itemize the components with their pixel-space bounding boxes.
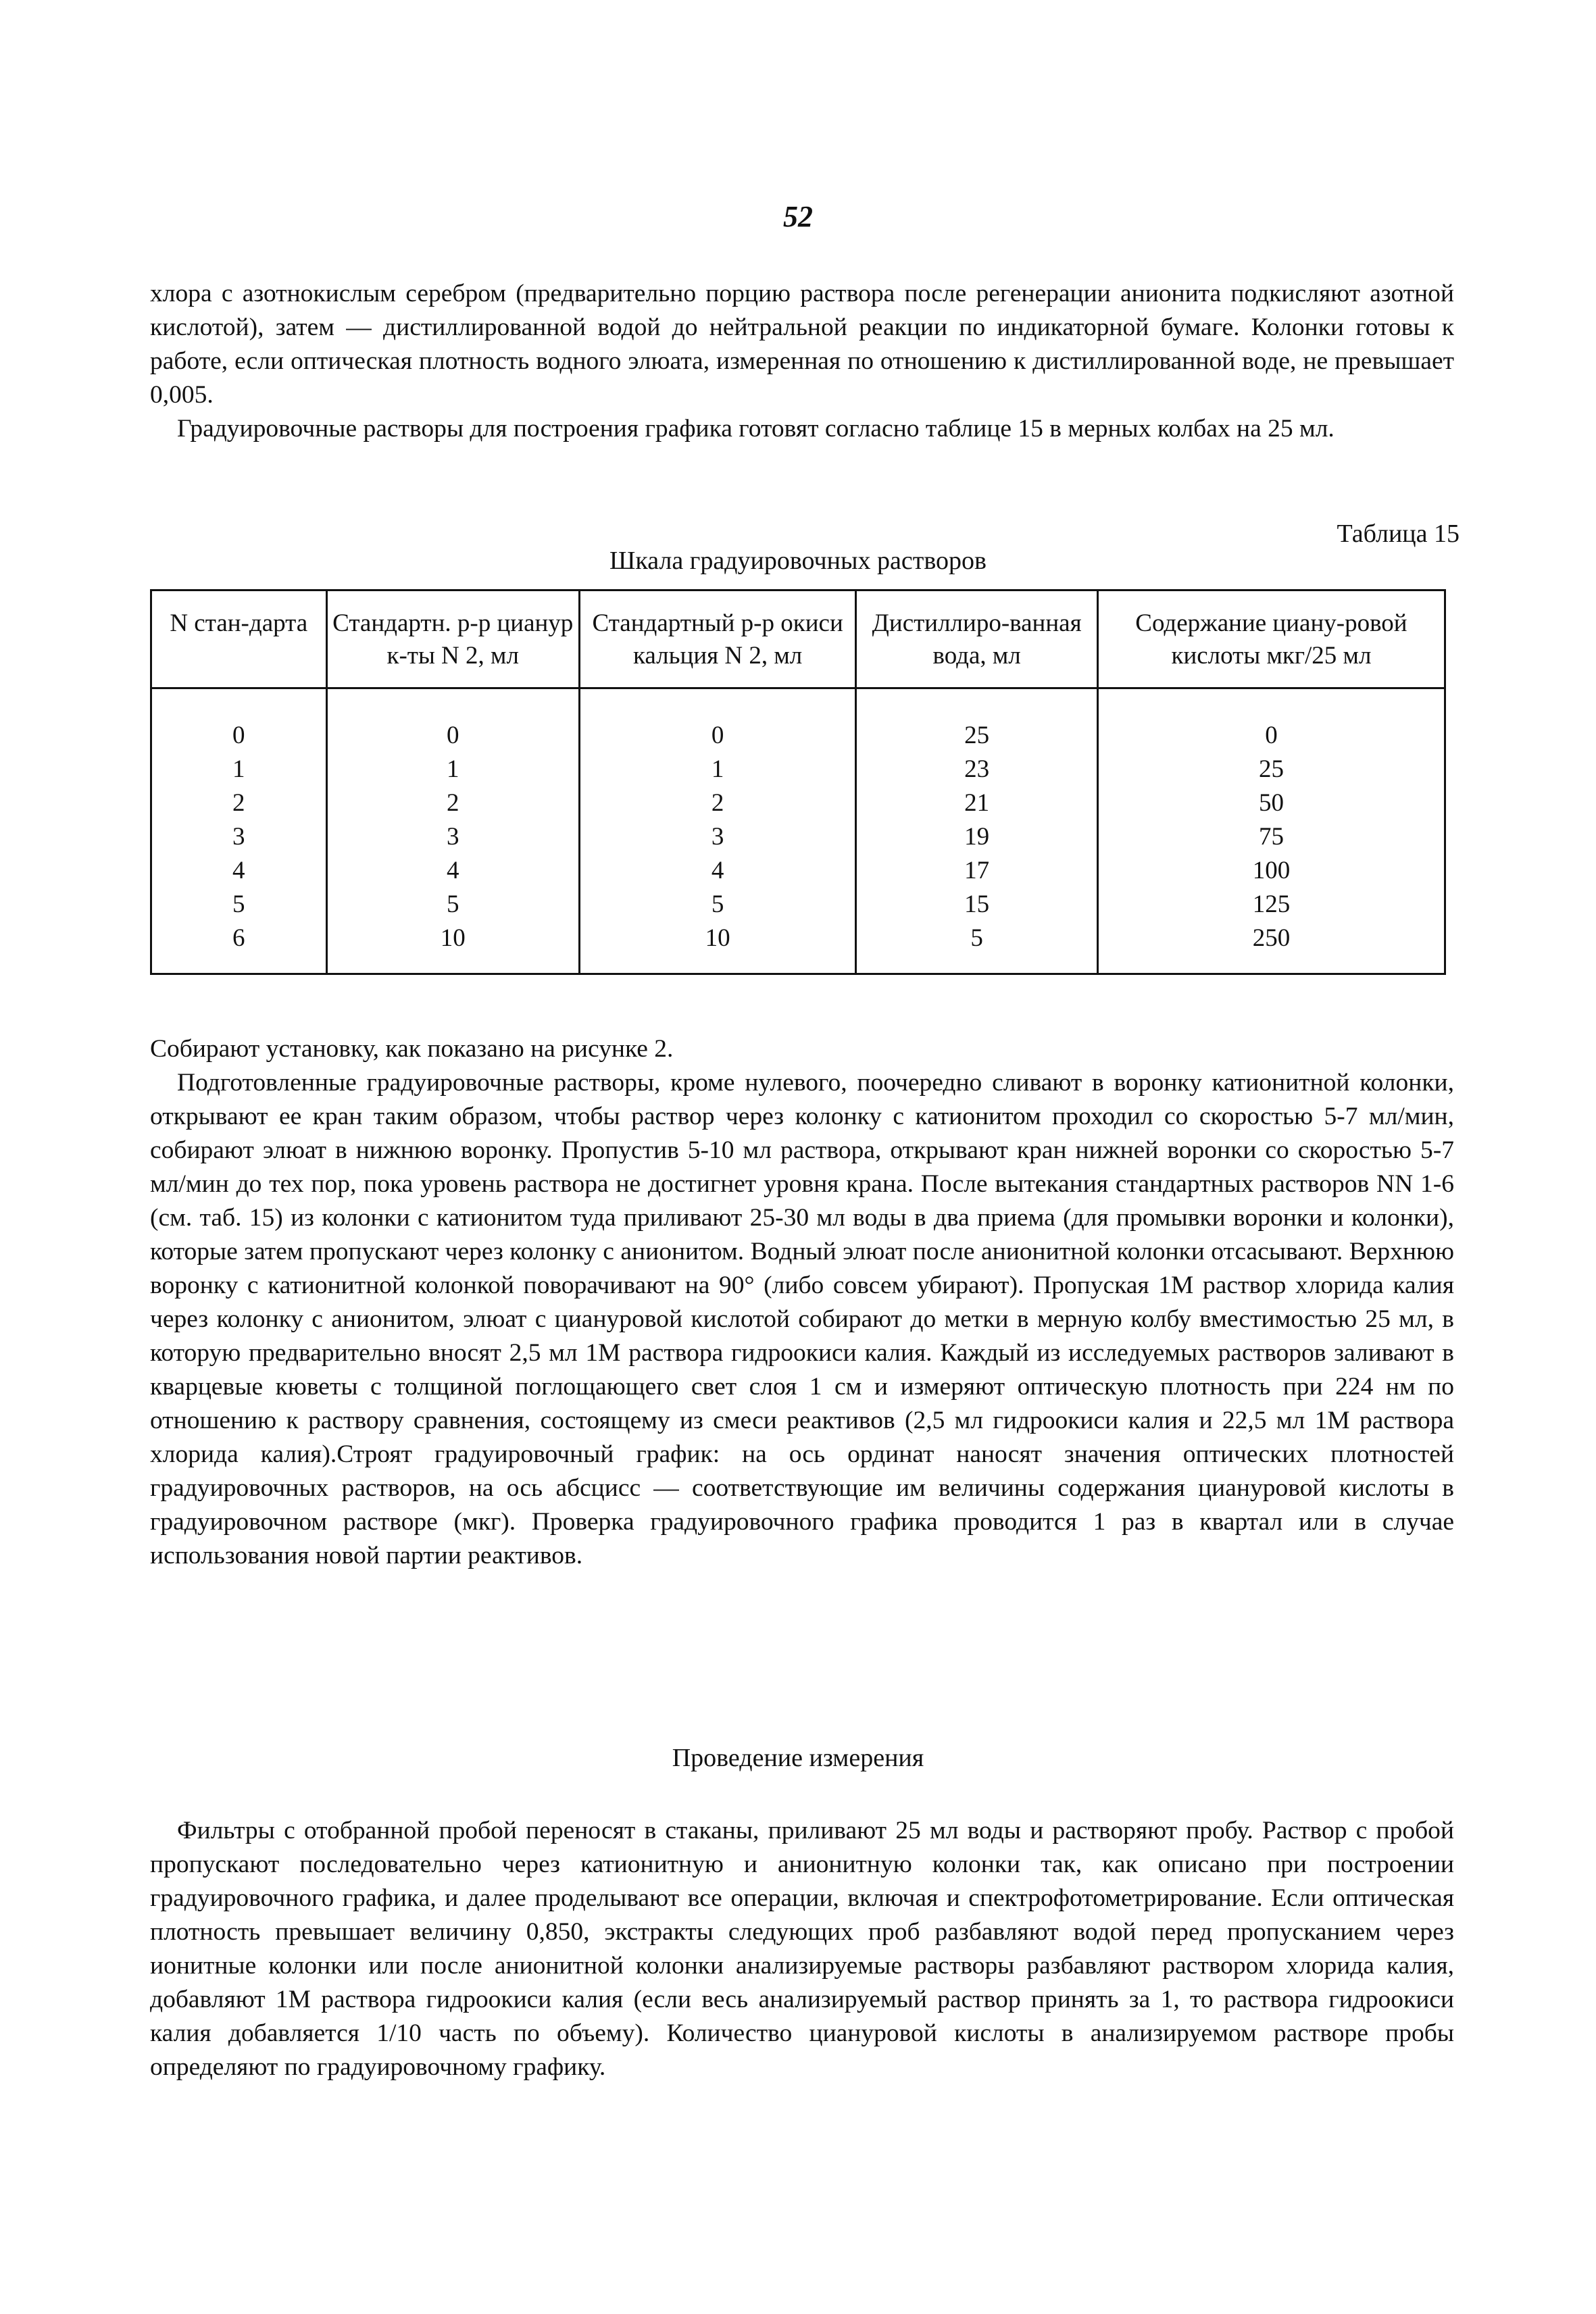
table-cell: 2 [579, 786, 855, 820]
table-cell: 5 [326, 888, 579, 922]
header-standard-number: N стан-дарта [151, 590, 327, 688]
table-cell: 0 [326, 688, 579, 753]
table-cell: 17 [856, 854, 1098, 888]
table-cell: 0 [1097, 688, 1445, 753]
calibration-table [150, 589, 1446, 975]
table-cell: 25 [856, 688, 1098, 753]
intro-paragraph-1: хлора с азотнокислым серебром (предварительно порцию раствора после регенерации анионита подкисляют азотной кислотой), затем — дистиллированной водой до нейтральной реакции по индикаторной бумаге. Колонки готовы к работе, если оптическая плотность водного элюата, измеренная по отношению к дистиллированной воде, не превышает 0,005. [150, 280, 1454, 409]
table-row [151, 922, 1445, 974]
table-row [151, 820, 1445, 854]
measurement-heading: Проведение измерения [672, 1744, 924, 1772]
table-cell: 15 [856, 888, 1098, 922]
table-cell: 4 [326, 854, 579, 888]
header-cyanuric-acid-solution: Стандартн. р-р цианур к-ты N 2, мл [326, 590, 579, 688]
table-row [151, 753, 1445, 786]
table-cell: 4 [151, 854, 327, 888]
table-cell: 3 [151, 820, 327, 854]
measurement-paragraph: Фильтры с отобранной пробой переносят в стаканы, приливают 25 мл воды и растворяют пробу. Раствор с пробой пропускают последовательно через катионитную и анионитную колонки так, как описано при построении градуировочного графика, и далее проделывают все операции, включая и спектрофотометрирование. Если оптическая плотность превышает величину 0,850, экстракты следующих проб разбавляют водой перед пропусканием через ионитные колонки или после анионитной колонки анализируемые растворы разбавляют раствором хлорида калия, добавляют 1М раствора гидроокиси калия (если весь анализируемый раствор принять за 1, то раствора гидроокиси калия добавляется 1/10 часть по объему). Количество циануровой кислоты в анализируемом растворе пробы определяют по градуировочному графику. [150, 1817, 1454, 2081]
table-cell: 5 [856, 922, 1098, 974]
table-cell: 19 [856, 820, 1098, 854]
table-cell: 0 [151, 688, 327, 753]
table-cell: 100 [1097, 854, 1445, 888]
table-cell: 25 [1097, 753, 1445, 786]
procedure-paragraph-2: Подготовленные градуировочные растворы, кроме нулевого, поочередно сливают в воронку катионитной колонки, открывают ее кран таким образом, чтобы раствор через колонку с катионитом проходил со скоростью 5-7 мл/мин, собирают элюат в нижнюю воронку. Пропустив 5-10 мл раствора, открывают кран нижней воронки со скоростью 5-7 мл/мин до тех пор, пока уровень раствора не достигнет уровня крана. После вытекания стандартных растворов NN 1-6 (см. таб. 15) из колонки с катионитом туда приливают 25-30 мл воды в два приема (для промывки воронки и колонки), которые затем пропускают через колонку с анионитом. Водный элюат после анионитной колонки отсасывают. Верхнюю воронку с катионитной колонкой поворачивают на 90° (либо совсем убирают). Пропуская 1М раствор хлорида калия через колонку с анионитом, элюат с циануровой кислотой собирают до метки в мерную колбу вместимостью 25 мл, в которую предварительно вносят 2,5 мл 1М раствора гидроокиси калия. Каждый из исследуемых растворов заливают в кварцевые кюветы с толщиной поглощающего свет слоя 1 см и измеряют оптическую плотность при 224 нм по отношению к раствору сравнения, состоящему из смеси реактивов (2,5 мл гидроокиси калия и 22,5 мл 1М раствора хлорида калия).Строят градуировочный график: на ось ординат наносят значения оптических плотностей градуировочных растворов, на ось абсцисс — соответствующие им величины содержания циануровой кислоты в градуировочном растворе (мкг). Проверка градуировочного графика проводится 1 раз в квартал или в случае использования новой партии реактивов. [150, 1069, 1454, 1569]
intro-paragraph-2: Градуировочные растворы для построения графика готовят согласно таблице 15 в мерных колбах на 25 мл. [177, 415, 1335, 443]
table-row [151, 786, 1445, 820]
procedure-text [150, 1032, 1454, 1573]
table-row [151, 688, 1445, 753]
table-cell: 3 [579, 820, 855, 854]
header-calcium-oxide-solution: Стандартный р-р окиси кальция N 2, мл [579, 590, 855, 688]
table-cell: 5 [579, 888, 855, 922]
table-cell: 50 [1097, 786, 1445, 820]
table-cell: 10 [326, 922, 579, 974]
header-distilled-water: Дистиллиро-ванная вода, мл [856, 590, 1098, 688]
table-cell: 5 [151, 888, 327, 922]
table-cell: 6 [151, 922, 327, 974]
procedure-paragraph-1: Собирают установку, как показано на рисунке 2. [150, 1035, 674, 1063]
table-cell: 75 [1097, 820, 1445, 854]
table-cell: 10 [579, 922, 855, 974]
table-cell: 4 [579, 854, 855, 888]
page-number: 52 [783, 200, 813, 233]
table-cell: 0 [579, 688, 855, 753]
table-title: Шкала градуировочных растворов [609, 547, 987, 575]
intro-text [150, 277, 1454, 446]
table-cell: 2 [326, 786, 579, 820]
measurement-text [150, 1814, 1454, 2084]
table-cell: 3 [326, 820, 579, 854]
table-cell: 1 [326, 753, 579, 786]
table-row [151, 888, 1445, 922]
table-cell: 23 [856, 753, 1098, 786]
table-cell: 1 [151, 753, 327, 786]
table-row [151, 854, 1445, 888]
table-cell: 1 [579, 753, 855, 786]
table-cell: 125 [1097, 888, 1445, 922]
table-cell: 250 [1097, 922, 1445, 974]
table-cell: 2 [151, 786, 327, 820]
table-cell: 21 [856, 786, 1098, 820]
table-label: Таблица 15 [1337, 520, 1460, 548]
header-cyanuric-acid-content: Содержание циану-ровой кислоты мкг/25 мл [1097, 590, 1445, 688]
table-header-row [151, 590, 1445, 688]
